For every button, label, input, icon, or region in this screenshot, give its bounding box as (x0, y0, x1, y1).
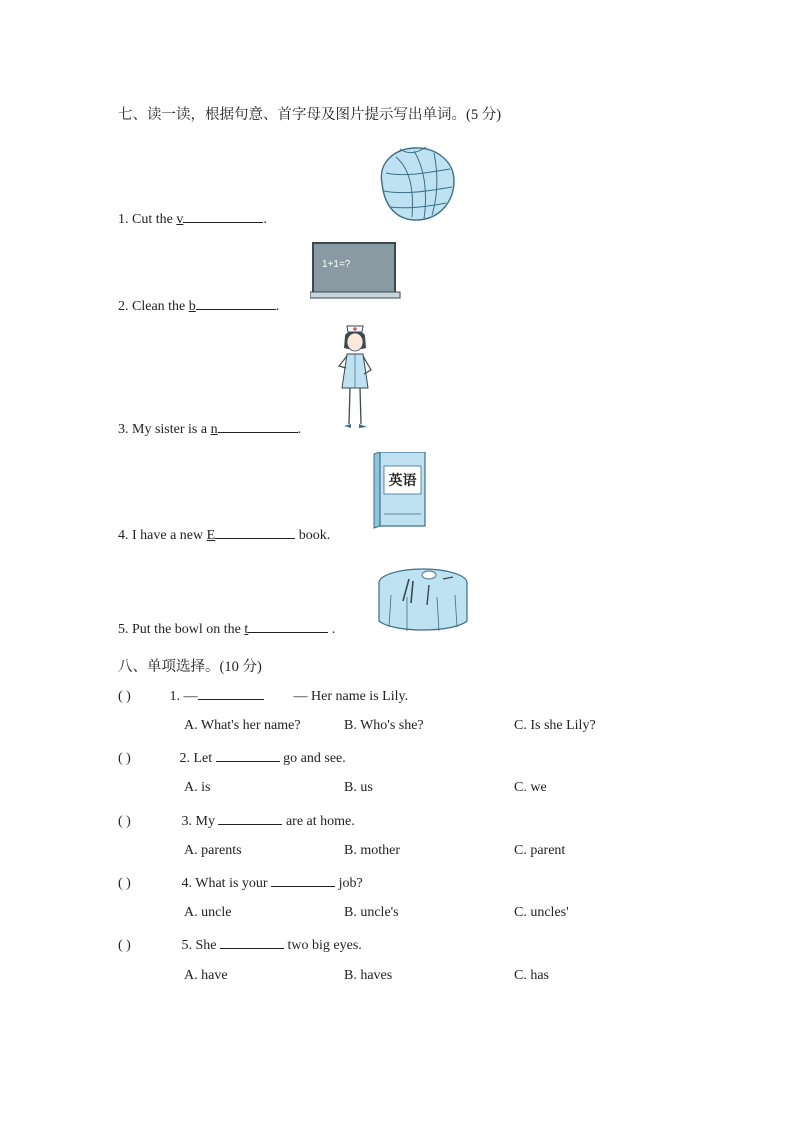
question-stem-end: job? (335, 876, 363, 891)
table-picture (377, 565, 473, 635)
option-c[interactable]: C. we (514, 780, 547, 795)
answer-parentheses[interactable]: ( ) (118, 751, 131, 766)
option-c[interactable]: C. parent (514, 843, 566, 858)
question-text: 1. Cut the (118, 212, 177, 227)
question-stem: 5. She (181, 938, 220, 953)
blackboard-text: 1+1=? (322, 259, 351, 270)
question-stem-end: go and see. (279, 751, 346, 766)
question-stem-end: are at home. (282, 814, 355, 829)
question-suffix: book. (295, 528, 331, 543)
answer-blank[interactable] (196, 297, 276, 310)
option-c[interactable]: C. uncles' (514, 905, 569, 920)
question-suffix: . (275, 299, 280, 314)
question-text: 4. I have a new (118, 528, 207, 543)
question-7-2 (118, 297, 279, 315)
option-a[interactable]: A. is (184, 780, 211, 795)
question-7-3 (118, 420, 301, 438)
answer-blank[interactable] (215, 526, 295, 539)
question-7-4 (118, 526, 330, 544)
answer-blank (220, 936, 284, 949)
option-a[interactable]: A. parents (184, 843, 242, 858)
first-letter: b (188, 299, 196, 314)
question-stem-end: two big eyes. (284, 938, 362, 953)
section-7-title: 七、读一读，根据句意、首字母及图片提示写出单词。(5 分) (118, 107, 502, 123)
option-b[interactable]: B. us (344, 780, 373, 795)
first-letter: n (210, 422, 218, 437)
answer-parentheses[interactable]: ( ) (118, 876, 131, 891)
question-8-4 (118, 874, 363, 892)
option-a[interactable]: A. uncle (184, 905, 232, 920)
first-letter: t (244, 622, 249, 637)
question-7-5 (118, 620, 335, 638)
answer-parentheses[interactable]: ( ) (118, 938, 131, 953)
blackboard-picture (310, 242, 402, 300)
nurse-picture (330, 318, 380, 436)
option-c[interactable]: C. has (514, 968, 549, 983)
question-stem: 1. — (169, 689, 198, 704)
option-a[interactable]: A. What's her name? (184, 718, 301, 733)
question-stem: 3. My (181, 814, 219, 829)
answer-blank (218, 812, 282, 825)
answer-blank[interactable] (183, 210, 263, 223)
question-stem: 4. What is your (181, 876, 272, 891)
question-8-1 (118, 687, 408, 705)
option-b[interactable]: B. Who's she? (344, 718, 424, 733)
answer-blank[interactable] (248, 620, 328, 633)
question-suffix: . (297, 422, 302, 437)
question-8-5 (118, 936, 362, 954)
first-letter: v (176, 212, 184, 227)
answer-parentheses[interactable]: ( ) (118, 689, 131, 704)
option-b[interactable]: B. mother (344, 843, 400, 858)
option-b[interactable]: B. uncle's (344, 905, 399, 920)
answer-blank (216, 749, 280, 762)
option-a[interactable]: A. have (184, 968, 228, 983)
question-7-1 (118, 210, 267, 228)
question-suffix: . (328, 622, 336, 637)
question-8-2 (118, 749, 346, 767)
question-suffix: . (263, 212, 267, 227)
option-c[interactable]: C. Is she Lily? (514, 718, 596, 733)
cabbage-picture (374, 143, 458, 223)
answer-blank (198, 687, 264, 700)
option-b[interactable]: B. haves (344, 968, 393, 983)
first-letter: E (206, 528, 216, 543)
question-8-3 (118, 812, 355, 830)
answer-blank (271, 874, 335, 887)
answer-blank[interactable] (218, 420, 298, 433)
question-text: 3. My sister is a (118, 422, 211, 437)
english-book-picture (372, 452, 428, 530)
question-stem-end: — Her name is Lily. (293, 689, 409, 704)
book-title: 英语 (388, 473, 417, 489)
question-stem: 2. Let (179, 751, 216, 766)
section-8-title: 八、单项选择。(10 分) (118, 659, 262, 675)
question-text: 2. Clean the (118, 299, 189, 314)
question-text: 5. Put the bowl on the (118, 622, 245, 637)
answer-parentheses[interactable]: ( ) (118, 814, 131, 829)
